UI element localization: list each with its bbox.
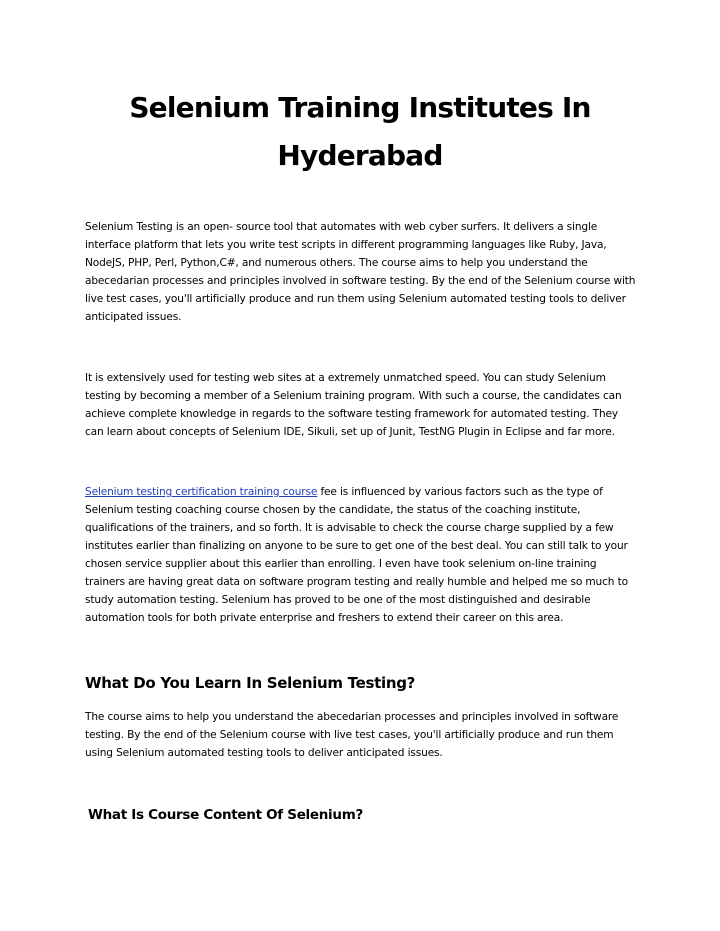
document-title [60, 84, 660, 180]
usage-paragraph: It is extensively used for testing web sites at a extremely unmatched speed. You can study Selenium testing by becoming a member of a Selenium training program. With such a course, the candidates can achieve complete knowledge in regards to the software testing framework for automated testing. They can learn about concepts of Selenium IDE, Sikuli, set up of Junit, TestNG Plugin in Eclipse and far more. [85, 372, 622, 438]
intro-paragraph: Selenium Testing is an open- source tool that automates with web cyber surfers. It delivers a single interface platform that lets you write test scripts in different programming languages like Ruby, Java, NodeJS, PHP, Perl, Python,C#, and numerous others. The course aims to help you understand the abecedarian processes and principles involved in software testing. By the end of the Selenium course with live test cases, you'll artificially produce and run them using Selenium automated testing tools to deliver anticipated issues. [85, 221, 636, 323]
learn-section-heading: What Do You Learn In Selenium Testing? [85, 674, 416, 692]
fee-paragraph-text: fee is influenced by various factors such as the type of Selenium testing coaching course chosen by the candidate, the status of the coaching institute, qualifications of the trainers, and so forth. It is advisable to check the course charge supplied by a few institutes earlier than finalizing on anyone to be sure to get one of the best deal. You can still talk to your chosen service supplier about this earlier than enrolling. I even have took selenium on-line training trainers are having great data on software program testing and really humble and helped me so much to study automation testing. Selenium has proved to be one of the most distinguished and desirable automation tools for both private enterprise and freshers to extend their career on this area. [85, 486, 628, 624]
course-content-heading: What Is Course Content Of Selenium? [88, 807, 363, 823]
document-title-line-2: Hyderabad [277, 139, 443, 172]
certification-course-link[interactable]: Selenium testing certification training course [85, 486, 318, 498]
document-title-line-1: Selenium Training Institutes In [129, 91, 591, 124]
learn-section-paragraph: The course aims to help you understand the abecedarian processes and principles involved in software testing. By the end of the Selenium course with live test cases, you'll artificially produce and run them using Selenium automated testing tools to deliver anticipated issues. [85, 711, 619, 759]
fee-paragraph [85, 483, 637, 627]
